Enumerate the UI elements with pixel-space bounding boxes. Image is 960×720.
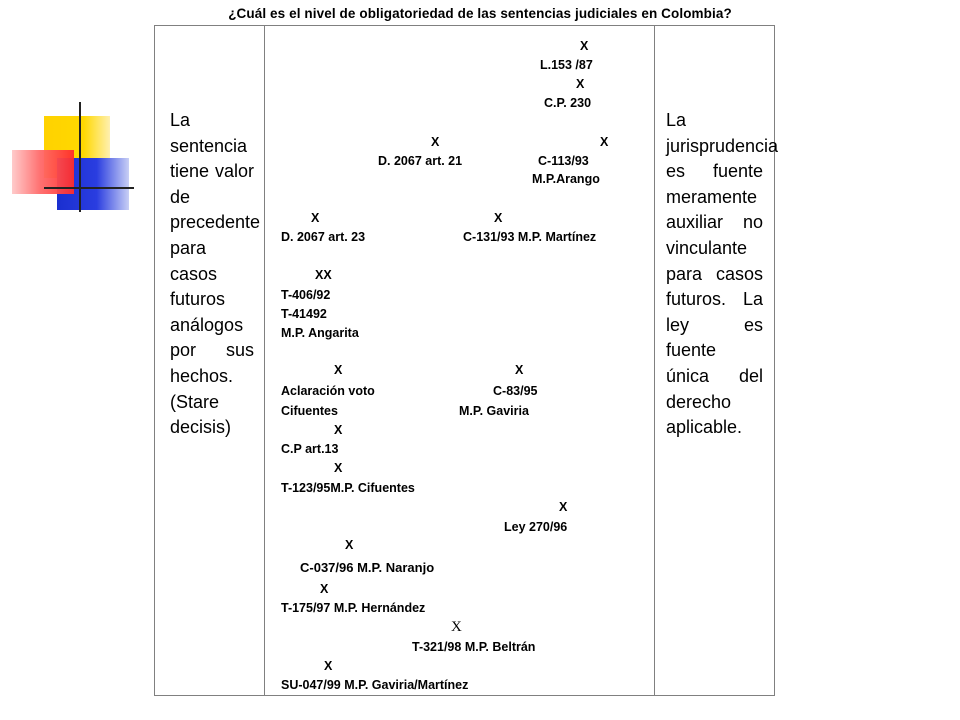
- marker-x: X: [431, 135, 440, 149]
- left-column-text: La sentencia tiene valor de precedente para casos futuros análogos por sus hechos. (Stare decisis): [170, 110, 261, 438]
- entry-t175: T-175/97 M.P. Hernández: [281, 601, 426, 615]
- entry-aclaracion: Aclaración voto: [281, 384, 375, 398]
- entry-angarita: M.P. Angarita: [281, 326, 359, 340]
- marker-x: X: [334, 363, 343, 377]
- marker-x: X: [320, 582, 329, 596]
- marker-x: X: [345, 538, 354, 552]
- marker-x: X: [324, 659, 333, 673]
- entry-d2067-21: D. 2067 art. 21: [378, 154, 463, 168]
- marker-xx: XX: [315, 268, 332, 282]
- horizontal-line-decoration: [44, 187, 134, 189]
- entry-cifuentes: Cifuentes: [281, 404, 338, 418]
- right-column-text: La jurisprudencia es fuente meramente auxiliar no vinculante para casos futuros. La ley es fuente única del derecho aplicable.: [666, 110, 779, 438]
- marker-x: X: [334, 461, 343, 475]
- entry-su047: SU-047/99 M.P. Gaviria/Martínez: [281, 678, 469, 692]
- entry-d2067-23: D. 2067 art. 23: [281, 230, 366, 244]
- entry-c131: C-131/93 M.P. Martínez: [463, 230, 597, 244]
- marker-x: X: [494, 211, 503, 225]
- entry-c83: C-83/95: [493, 384, 538, 398]
- entry-gaviria: M.P. Gaviria: [459, 404, 529, 418]
- page-title: ¿Cuál es el nivel de obligatoriedad de las sentencias judiciales en Colombia?: [228, 6, 732, 21]
- entry-c113: C-113/93: [538, 154, 589, 168]
- marker-x: X: [576, 77, 585, 91]
- entry-l153: L.153 /87: [540, 58, 593, 72]
- marker-x-serif: X: [451, 619, 462, 635]
- entry-c037: C-037/96 M.P. Naranjo: [300, 560, 435, 575]
- column-divider-right: [654, 25, 655, 696]
- marker-x: X: [559, 500, 568, 514]
- marker-x: X: [311, 211, 320, 225]
- vertical-line-decoration: [79, 102, 81, 212]
- column-divider-left: [264, 25, 265, 696]
- entry-t123: T-123/95M.P. Cifuentes: [281, 481, 415, 495]
- marker-x: X: [600, 135, 609, 149]
- entry-ley270: Ley 270/96: [504, 520, 568, 534]
- entry-cp230: C.P. 230: [544, 96, 592, 110]
- marker-x: X: [580, 39, 589, 53]
- entry-t406: T-406/92: [281, 288, 331, 302]
- marker-x: X: [515, 363, 524, 377]
- entry-t41492: T-41492: [281, 307, 327, 321]
- entry-arango: M.P.Arango: [532, 172, 600, 186]
- entry-cp13: C.P art.13: [281, 442, 339, 456]
- entry-t321: T-321/98 M.P. Beltrán: [412, 640, 536, 654]
- marker-x: X: [334, 423, 343, 437]
